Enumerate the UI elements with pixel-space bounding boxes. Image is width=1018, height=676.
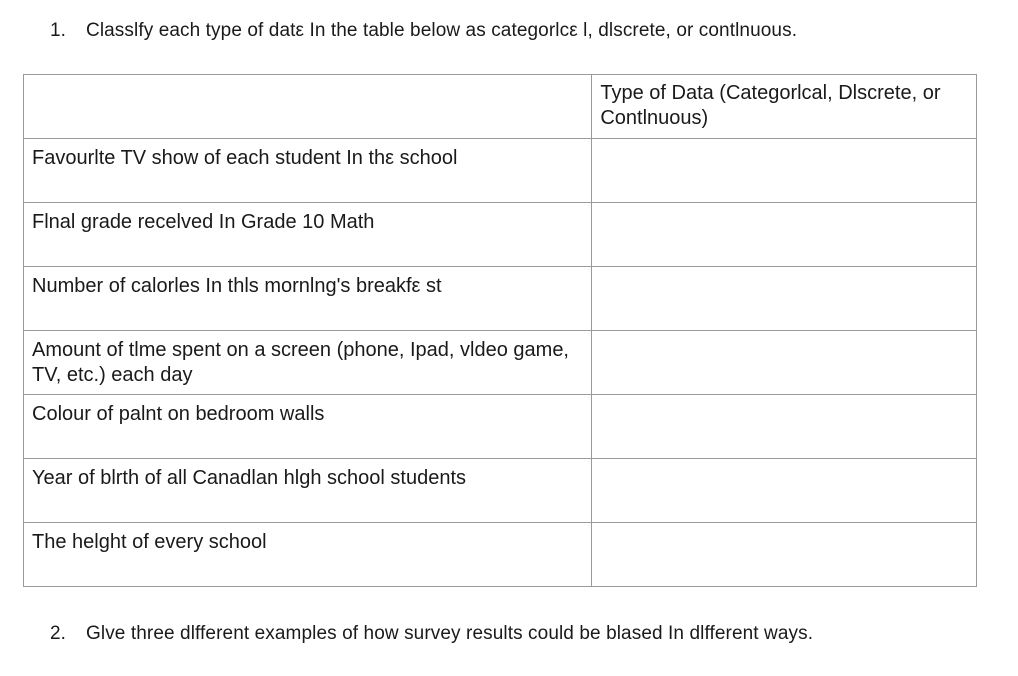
- question-1-text: Classlfy each type of datε In the table below as categorlcε l, dlscrete, or contlnuous.: [86, 20, 798, 41]
- table-row: [24, 395, 977, 459]
- row-answer-cell[interactable]: [592, 523, 977, 587]
- row-item-label: Year of blrth of all Canadlan hlgh school students: [24, 459, 592, 523]
- row-answer-cell[interactable]: [592, 395, 977, 459]
- question-2-number: 2.: [50, 623, 67, 644]
- question-2-text: Glve three dlfferent examples of how survey results could be blased In dlfferent ways.: [86, 623, 814, 644]
- table-row: [24, 459, 977, 523]
- table-row: [24, 139, 977, 203]
- question-1: [50, 18, 990, 44]
- table-header-row: [24, 75, 977, 139]
- row-item-label: The helght of every school: [24, 523, 592, 587]
- row-item-label: Number of calorles In thls mornlng's breakfε st: [24, 267, 592, 331]
- row-answer-cell[interactable]: [592, 203, 977, 267]
- row-answer-cell[interactable]: [592, 331, 977, 395]
- question-1-number: 1.: [50, 20, 67, 41]
- table-row: [24, 203, 977, 267]
- question-2: [50, 621, 950, 647]
- row-answer-cell[interactable]: [592, 267, 977, 331]
- header-type-of-data: Type of Data (Categorlcal, Dlscrete, or Contlnuous): [592, 75, 977, 139]
- table-row: [24, 267, 977, 331]
- classification-table: [23, 74, 977, 587]
- row-item-label: Flnal grade recelved In Grade 10 Math: [24, 203, 592, 267]
- table-row: [24, 331, 977, 395]
- row-answer-cell[interactable]: [592, 459, 977, 523]
- row-answer-cell[interactable]: [592, 139, 977, 203]
- row-item-label: Amount of tlme spent on a screen (phone, Ipad, vldeo game, TV, etc.) each day: [24, 331, 592, 395]
- header-item-cell: [24, 75, 592, 139]
- row-item-label: Favourlte TV show of each student In thε school: [24, 139, 592, 203]
- row-item-label: Colour of palnt on bedroom walls: [24, 395, 592, 459]
- table-row: [24, 523, 977, 587]
